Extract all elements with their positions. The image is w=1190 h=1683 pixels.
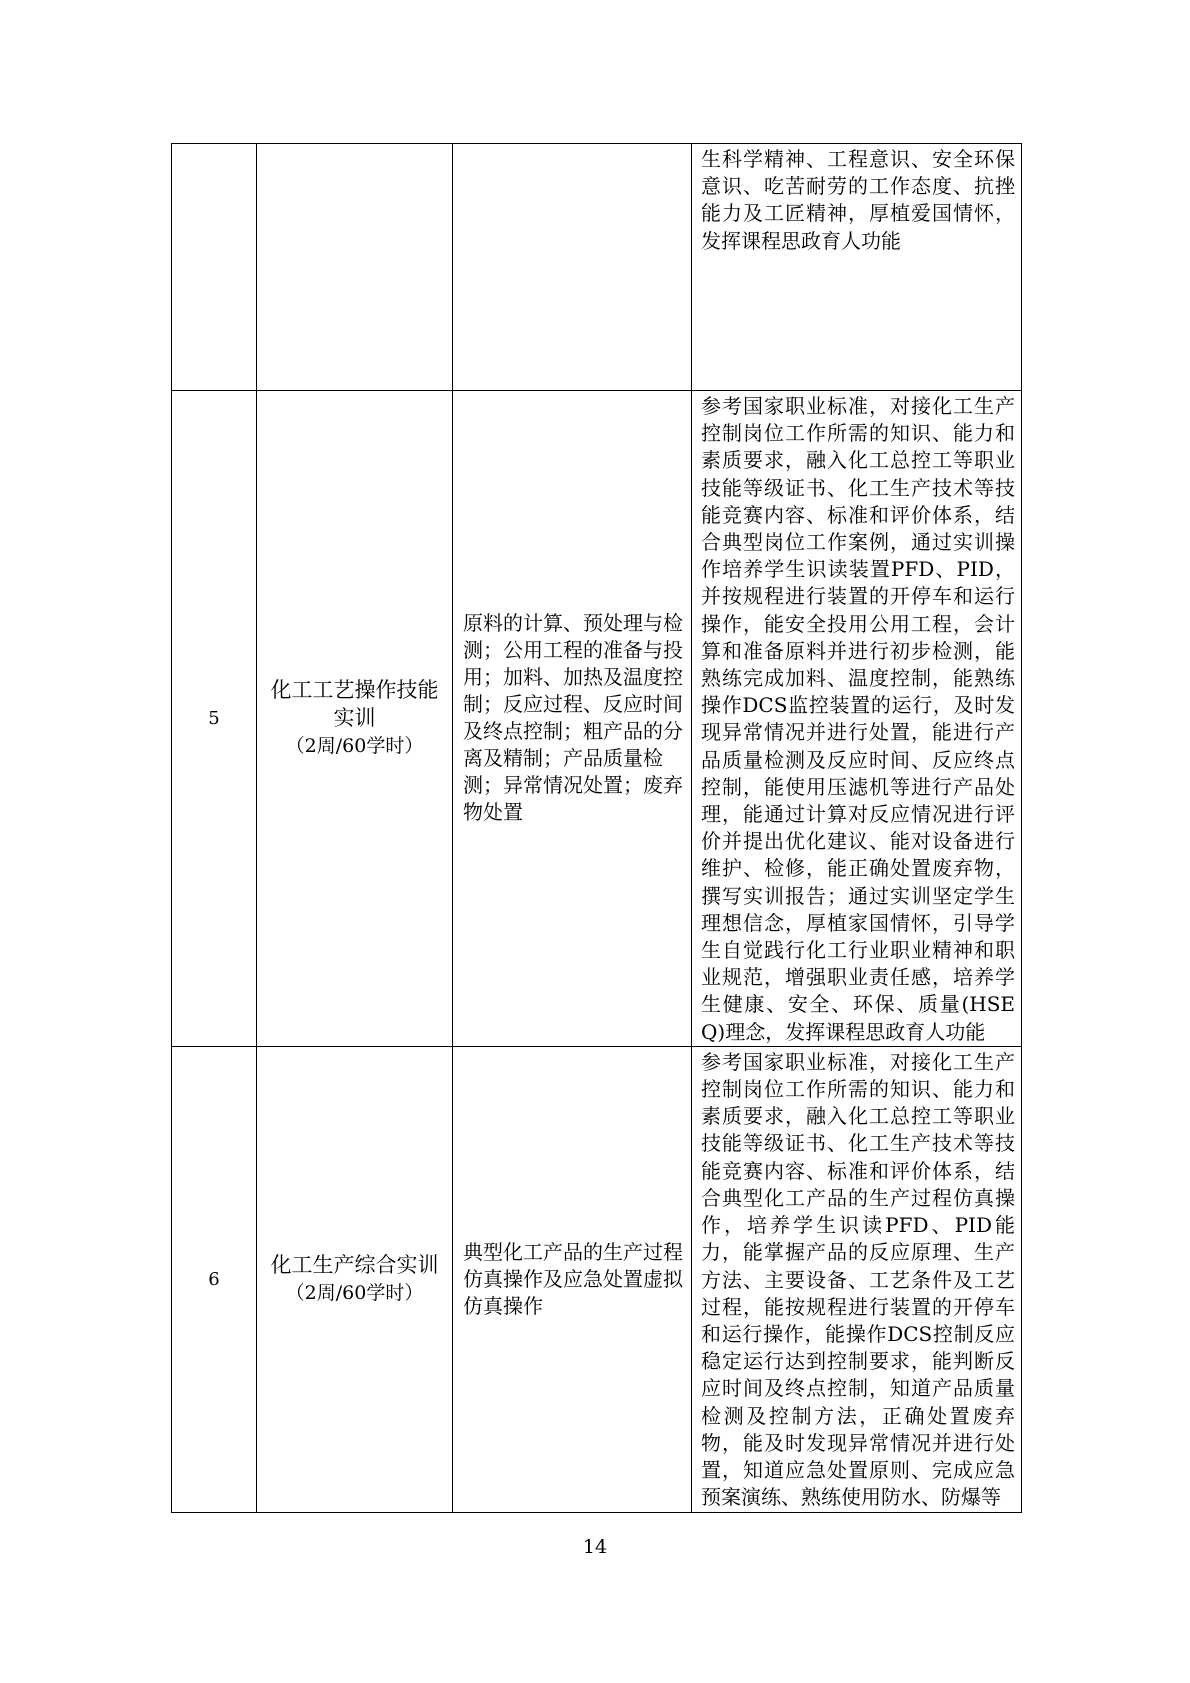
- page-number: 14: [582, 1536, 608, 1558]
- course-requirements-cell: 生科学精神、工程意识、安全环保意识、吃苦耐劳的工作态度、抗挫能力及工匠精神，厚植爱国情怀，发挥课程思政育人功能: [692, 144, 1022, 391]
- course-requirements-cell: 参考国家职业标准，对接化工生产控制岗位工作所需的知识、能力和素质要求，融入化工总控工等职业技能等级证书、化工生产技术等技能竞赛内容、标准和评价体系，结合典型化工产品的生产过程仿真操作，培养学生识读PFD、PID能力，能掌握产品的反应原理、生产方法、主要设备、工艺条件及工艺过程，能按规程进行装置的开停车和运行操作，能操作DCS控制反应稳定运行达到控制要求，能判断反应时间及终点控制，知道产品质量检测及控制方法，正确处置废弃物，能及时发现异常情况并进行处置，知道应急处置原则、完成应急预案演练、熟练使用防水、防爆等: [692, 1046, 1022, 1512]
- course-content-cell: [453, 144, 692, 391]
- course-name-cell: [257, 1046, 453, 1512]
- table-row: [172, 1046, 1022, 1512]
- curriculum-table: [171, 143, 1022, 1513]
- course-name-cell: [257, 144, 453, 391]
- course-name-cell: [257, 391, 453, 1047]
- course-requirements-cell: 参考国家职业标准，对接化工生产控制岗位工作所需的知识、能力和素质要求，融入化工总控工等职业技能等级证书、化工生产技术等技能竞赛内容、标准和评价体系，结合典型岗位工作案例，通过实训操作培养学生识读装置PFD、PID，并按规程进行装置的开停车和运行操作，能安全投用公用工程，会计算和准备原料并进行初步检测，能熟练完成加料、温度控制，能熟练操作DCS监控装置的运行，及时发现异常情况并进行处置，能进行产品质量检测及反应时间、反应终点控制，能使用压滤机等进行产品处理，能通过计算对反应情况进行评价并提出优化建议、能对设备进行维护、检修，能正确处置废弃物，撰写实训报告；通过实训坚定学生理想信念，厚植家国情怀，引导学生自觉践行化工行业职业精神和职业规范，增强职业责任感，培养学生健康、安全、环保、质量(HSEQ)理念，发挥课程思政育人功能: [692, 391, 1022, 1047]
- course-hours: （2周/60学时）: [285, 1282, 424, 1305]
- table-row: [172, 144, 1022, 391]
- row-number-cell: 6: [172, 1046, 257, 1512]
- course-content-cell: 典型化工产品的生产过程仿真操作及应急处置虚拟仿真操作: [453, 1046, 692, 1512]
- course-hours: （2周/60学时）: [285, 735, 424, 758]
- course-name: 化工工艺操作技能实训: [270, 678, 439, 731]
- course-content-cell: 原料的计算、预处理与检测；公用工程的准备与投用；加料、加热及温度控制；反应过程、反应时间及终点控制；粗产品的分离及精制；产品质量检测；异常情况处置；废弃物处置: [453, 391, 692, 1047]
- table-row: [172, 391, 1022, 1047]
- row-number-cell: 5: [172, 391, 257, 1047]
- row-number-cell: [172, 144, 257, 391]
- course-name: 化工生产综合实训: [270, 1253, 439, 1278]
